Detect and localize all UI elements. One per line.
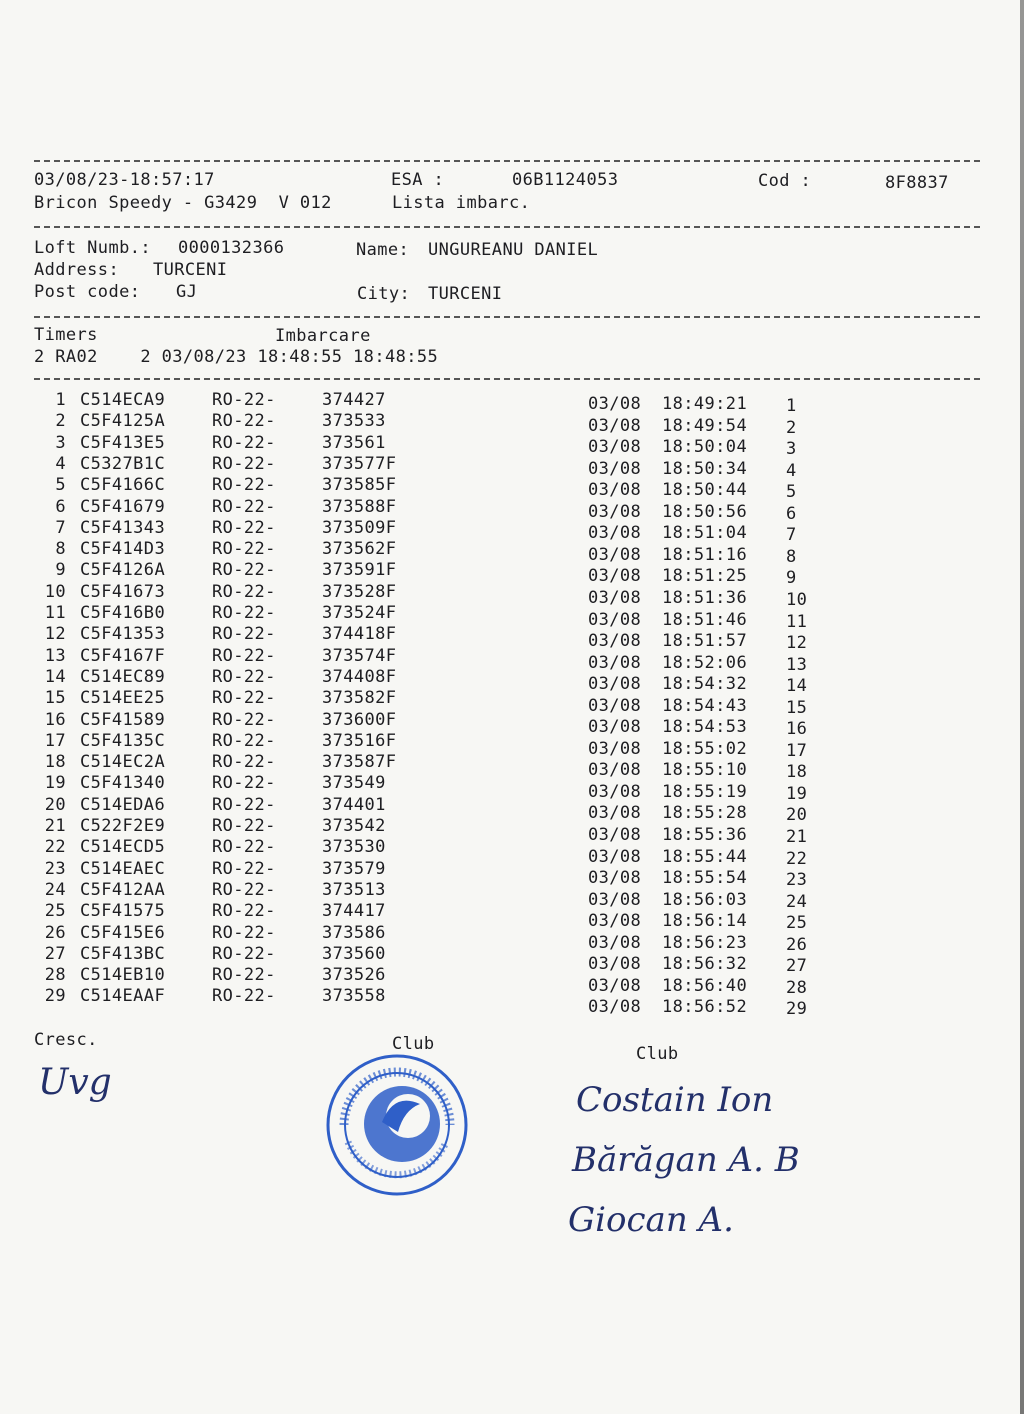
loft-number-value: 0000132366: [178, 238, 285, 258]
arrival-date: 03/08: [588, 674, 642, 695]
separator-line: [34, 378, 980, 380]
cod-value: 8F8837: [885, 173, 949, 193]
ring-number: 373574F: [322, 645, 397, 666]
ring-prefix: RO-22-: [212, 965, 276, 986]
arrival-time: 18:55:54: [662, 868, 748, 889]
table-row: [0, 496, 1024, 524]
esa-value: 06B1124053: [512, 170, 619, 190]
timers-label: Timers: [34, 325, 98, 345]
arrival-date: 03/08: [588, 544, 642, 565]
arrival-rank: 29: [786, 999, 808, 1020]
ring-prefix: RO-22-: [212, 539, 276, 560]
arrival-time: 18:54:32: [662, 674, 748, 695]
row-index: 13: [44, 645, 66, 666]
ring-number: 374417: [322, 901, 386, 922]
arrival-rank: 10: [786, 589, 808, 610]
ring-prefix: RO-22-: [212, 666, 276, 687]
arrival-date: 03/08: [588, 501, 642, 522]
arrival-time: 18:56:52: [662, 997, 748, 1018]
row-index: 27: [44, 943, 66, 964]
arrival-rank: 23: [786, 870, 808, 891]
arrival-date: 03/08: [588, 523, 642, 544]
ring-number: 373579: [322, 858, 386, 879]
arrival-rank: 28: [786, 977, 808, 998]
cresc-signature: Uvg: [38, 1062, 112, 1103]
arrival-rank: 14: [786, 676, 808, 697]
ring-code: C5F413E5: [80, 432, 166, 453]
arrival-time: 18:56:23: [662, 932, 748, 953]
ring-number: 373588F: [322, 496, 397, 517]
table-row: [0, 475, 1024, 503]
row-index: 19: [44, 773, 66, 794]
table-row: [0, 688, 1024, 718]
arrival-rank: 13: [786, 654, 808, 675]
arrival-date: 03/08: [588, 695, 642, 716]
ring-number: 373562F: [322, 539, 397, 560]
row-index: 11: [44, 603, 66, 623]
arrival-time: 18:51:46: [662, 609, 748, 630]
ring-prefix: RO-22-: [212, 752, 276, 773]
ring-prefix: RO-22-: [212, 496, 276, 517]
arrival-date: 03/08: [588, 609, 642, 630]
ring-number: 373524F: [322, 603, 397, 623]
arrival-date: 03/08: [588, 480, 642, 501]
ring-code: C5F4166C: [80, 475, 166, 496]
ring-code: C5F41353: [80, 624, 166, 645]
arrival-rank: 24: [786, 891, 808, 912]
ring-number: 373582F: [322, 688, 397, 709]
ring-number: 373509F: [322, 517, 397, 538]
signature-costain: Costain Ion: [576, 1080, 774, 1120]
arrival-time: 18:56:32: [662, 954, 748, 975]
row-index: 16: [44, 709, 66, 730]
arrival-time: 18:50:34: [662, 458, 748, 479]
ring-number: 374401: [322, 794, 386, 815]
arrival-date: 03/08: [588, 997, 642, 1018]
ring-prefix: RO-22-: [212, 411, 276, 432]
row-index: 15: [44, 688, 66, 709]
arrival-rank: 16: [786, 719, 808, 740]
ring-prefix: RO-22-: [212, 432, 276, 453]
signature-giocan: Giocan A.: [568, 1200, 734, 1240]
arrival-date: 03/08: [588, 717, 642, 738]
table-row: [0, 539, 1024, 567]
device-info: Bricon Speedy - G3429 V 012: [34, 193, 332, 213]
loft-number-label: Loft Numb.:: [34, 238, 151, 258]
arrival-date: 03/08: [588, 415, 642, 436]
arrival-date: 03/08: [588, 652, 642, 673]
ring-code: C514EE25: [80, 688, 166, 709]
row-index: 1: [55, 390, 66, 410]
ring-prefix: RO-22-: [212, 560, 276, 581]
arrival-date: 03/08: [588, 437, 642, 458]
arrival-date: 03/08: [588, 781, 642, 802]
arrival-time: 18:52:06: [662, 652, 748, 673]
club-stamp-seal: [324, 1052, 470, 1198]
ring-number: 373587F: [322, 752, 397, 773]
separator-line: [34, 160, 980, 162]
row-index: 24: [44, 879, 66, 900]
row-index: 17: [44, 730, 66, 751]
table-row: [0, 816, 1024, 847]
ring-number: 373533: [322, 411, 386, 432]
row-index: 3: [55, 432, 66, 453]
row-index: 2: [55, 411, 66, 432]
ring-code: C5F41673: [80, 581, 166, 602]
ring-prefix: RO-22-: [212, 581, 276, 602]
ring-number: 373526: [322, 965, 386, 986]
ring-prefix: RO-22-: [212, 453, 276, 474]
row-index: 14: [44, 666, 66, 687]
ring-prefix: RO-22-: [212, 475, 276, 496]
arrival-rank: 22: [786, 848, 808, 869]
ring-code: C5F4125A: [80, 411, 166, 432]
arrival-date: 03/08: [588, 803, 642, 824]
ring-number: 373561: [322, 432, 386, 453]
arrival-rank: 4: [786, 460, 797, 481]
ring-code: C5F41575: [80, 901, 166, 922]
arrival-rank: 5: [786, 482, 797, 503]
ring-number: 373591F: [322, 560, 397, 581]
table-row: [0, 709, 1024, 740]
ring-prefix: RO-22-: [212, 773, 276, 794]
ring-prefix: RO-22-: [212, 517, 276, 538]
arrival-time: 18:54:43: [662, 695, 748, 716]
arrival-time: 18:56:40: [662, 975, 748, 996]
ring-prefix: RO-22-: [212, 858, 276, 879]
ring-prefix: RO-22-: [212, 603, 276, 623]
arrival-rank: 11: [786, 611, 808, 632]
row-index: 28: [44, 965, 66, 986]
ring-code: C514EB10: [80, 965, 166, 986]
ring-code: C5F415E6: [80, 922, 166, 943]
arrival-time: 18:50:56: [662, 501, 748, 522]
table-row: [0, 730, 1024, 761]
ring-prefix: RO-22-: [212, 624, 276, 645]
name-value: UNGUREANU DANIEL: [428, 240, 599, 260]
arrival-date: 03/08: [588, 846, 642, 867]
club-label-signatures: Club: [636, 1044, 679, 1064]
arrival-rank: 15: [786, 697, 808, 718]
table-row: [0, 453, 1024, 481]
arrival-time: 18:55:10: [662, 760, 748, 781]
row-index: 18: [44, 752, 66, 773]
ring-prefix: RO-22-: [212, 922, 276, 943]
ring-code: C522F2E9: [80, 816, 166, 836]
ring-code: C5F416B0: [80, 603, 166, 623]
ring-prefix: RO-22-: [212, 986, 276, 1007]
ring-number: 373549: [322, 773, 386, 794]
arrival-date: 03/08: [588, 932, 642, 953]
ring-number: 374408F: [322, 666, 397, 687]
ring-number: 373542: [322, 816, 386, 836]
arrival-time: 18:56:14: [662, 911, 748, 932]
arrival-date: 03/08: [588, 566, 642, 587]
table-row: [0, 645, 1024, 675]
row-index: 22: [44, 837, 66, 858]
name-label: Name:: [356, 240, 410, 260]
arrival-rank: 12: [786, 633, 808, 654]
arrival-date: 03/08: [588, 954, 642, 975]
cod-label: Cod :: [758, 171, 812, 191]
row-index: 4: [55, 453, 66, 474]
ring-number: 373560: [322, 943, 386, 964]
table-row: [0, 624, 1024, 654]
arrival-rank: 19: [786, 783, 808, 804]
arrival-rank: 25: [786, 913, 808, 934]
arrival-time: 18:54:53: [662, 717, 748, 738]
ring-code: C514EC89: [80, 666, 166, 687]
arrival-time: 18:51:57: [662, 631, 748, 652]
ring-code: C5F4167F: [80, 645, 166, 666]
address-label: Address:: [34, 260, 120, 280]
separator-line: [34, 226, 980, 228]
arrival-date: 03/08: [588, 458, 642, 479]
arrival-date: 03/08: [588, 738, 642, 759]
table-row: [0, 432, 1024, 460]
table-row: [0, 666, 1024, 697]
arrival-rank: 7: [786, 525, 797, 546]
ring-code: C5F414D3: [80, 539, 166, 560]
row-index: 8: [55, 539, 66, 560]
ring-code: C5F413BC: [80, 943, 166, 964]
ring-prefix: RO-22-: [212, 645, 276, 666]
arrival-time: 18:56:03: [662, 889, 748, 910]
report-datetime: 03/08/23-18:57:17: [34, 170, 215, 190]
row-index: 10: [44, 581, 66, 602]
table-row: [0, 603, 1024, 632]
ring-number: 373528F: [322, 581, 397, 602]
row-index: 21: [44, 816, 66, 836]
ring-number: 373586: [322, 922, 386, 943]
row-index: 6: [55, 496, 66, 517]
arrival-time: 18:55:02: [662, 738, 748, 759]
arrival-time: 18:51:36: [662, 587, 748, 608]
ring-code: C514ECA9: [80, 390, 166, 410]
city-label: City:: [357, 284, 411, 304]
ring-code: C5F41340: [80, 773, 166, 794]
arrival-date: 03/08: [588, 631, 642, 652]
arrival-rank: 6: [786, 503, 797, 524]
timer-line: 2 RA02 2 03/08/23 18:48:55 18:48:55: [34, 347, 439, 367]
arrival-date: 03/08: [588, 587, 642, 608]
address-value: TURCENI: [153, 260, 228, 280]
arrival-rank: 26: [786, 934, 808, 955]
arrival-rank: 20: [786, 805, 808, 826]
esa-label: ESA :: [391, 170, 445, 190]
ring-number: 373513: [322, 879, 386, 900]
ring-code: C5F4135C: [80, 730, 166, 751]
arrival-rank: 3: [786, 439, 797, 460]
ring-prefix: RO-22-: [212, 816, 276, 836]
arrival-time: 18:49:21: [662, 394, 748, 414]
ring-number: 373585F: [322, 475, 397, 496]
cresc-label: Cresc.: [34, 1030, 98, 1050]
arrival-rank: 1: [786, 396, 797, 416]
arrival-date: 03/08: [588, 889, 642, 910]
arrival-time: 18:55:44: [662, 846, 748, 867]
ring-prefix: RO-22-: [212, 943, 276, 964]
ring-code: C5F41343: [80, 517, 166, 538]
arrival-rank: 2: [786, 417, 797, 438]
row-index: 29: [44, 986, 66, 1007]
ring-prefix: RO-22-: [212, 837, 276, 858]
row-index: 9: [55, 560, 66, 581]
arrival-rank: 27: [786, 956, 808, 977]
ring-prefix: RO-22-: [212, 879, 276, 900]
ring-code: C514ECD5: [80, 837, 166, 858]
arrival-time: 18:51:25: [662, 566, 748, 587]
arrival-date: 03/08: [588, 825, 642, 845]
arrival-date: 03/08: [588, 975, 642, 996]
table-row: [0, 517, 1024, 546]
ring-number: 373558: [322, 986, 386, 1007]
ring-code: C5F4126A: [80, 560, 166, 581]
row-index: 20: [44, 794, 66, 815]
ring-code: C514EC2A: [80, 752, 166, 773]
arrival-time: 18:49:54: [662, 415, 748, 436]
arrival-date: 03/08: [588, 868, 642, 889]
ring-prefix: RO-22-: [212, 709, 276, 730]
row-index: 5: [55, 475, 66, 496]
arrival-time: 18:50:04: [662, 437, 748, 458]
ring-code: C514EDA6: [80, 794, 166, 815]
table-row: [0, 411, 1024, 438]
ring-prefix: RO-22-: [212, 390, 276, 410]
arrival-date: 03/08: [588, 394, 642, 414]
ring-prefix: RO-22-: [212, 794, 276, 815]
arrival-rank: 21: [786, 827, 808, 847]
ring-code: C514EAAF: [80, 986, 166, 1007]
ring-code: C514EAEC: [80, 858, 166, 879]
ring-code: C5F41679: [80, 496, 166, 517]
arrival-time: 18:55:28: [662, 803, 748, 824]
arrival-time: 18:51:04: [662, 523, 748, 544]
ring-code: C5F412AA: [80, 879, 166, 900]
table-row: [0, 390, 1024, 416]
row-index: 7: [55, 517, 66, 538]
postcode-value: GJ: [176, 282, 198, 302]
table-row: [0, 986, 1024, 1020]
arrival-date: 03/08: [588, 760, 642, 781]
arrival-rank: 18: [786, 762, 808, 783]
table-row: [0, 773, 1024, 804]
imbarcare-label: Imbarcare: [275, 326, 371, 346]
table-row: [0, 752, 1024, 783]
list-title: Lista imbarc.: [392, 193, 531, 213]
ring-prefix: RO-22-: [212, 730, 276, 751]
table-row: [0, 560, 1024, 589]
arrival-time: 18:55:19: [662, 781, 748, 802]
club-label-stamp: Club: [392, 1034, 435, 1054]
ring-number: 373530: [322, 837, 386, 858]
table-row: [0, 581, 1024, 610]
ring-number: 373600F: [322, 709, 397, 730]
ring-prefix: RO-22-: [212, 901, 276, 922]
row-index: 23: [44, 858, 66, 879]
row-index: 25: [44, 901, 66, 922]
arrival-time: 18:50:44: [662, 480, 748, 501]
ring-number: 374418F: [322, 624, 397, 645]
row-index: 26: [44, 922, 66, 943]
arrival-time: 18:55:36: [662, 825, 748, 845]
arrival-date: 03/08: [588, 911, 642, 932]
arrival-time: 18:51:16: [662, 544, 748, 565]
ring-prefix: RO-22-: [212, 688, 276, 709]
ring-code: C5327B1C: [80, 453, 166, 474]
ring-number: 373516F: [322, 730, 397, 751]
ring-number: 373577F: [322, 453, 397, 474]
arrival-rank: 17: [786, 740, 808, 761]
separator-line: [34, 316, 980, 318]
city-value: TURCENI: [428, 284, 503, 304]
ring-number: 374427: [322, 390, 386, 410]
signature-baragan: Bărăgan A. B: [572, 1140, 800, 1180]
arrival-rank: 9: [786, 568, 797, 589]
row-index: 12: [44, 624, 66, 645]
postcode-label: Post code:: [34, 282, 141, 302]
arrival-rank: 8: [786, 546, 797, 567]
ring-code: C5F41589: [80, 709, 166, 730]
